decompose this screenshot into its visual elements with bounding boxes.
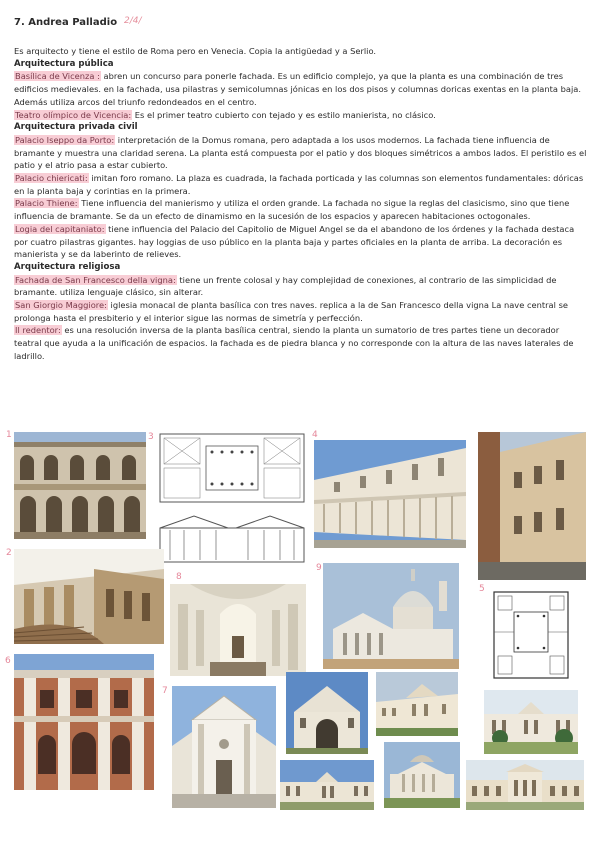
section-heading: Arquitectura privada civil [14,122,138,133]
figure-number: 4 [312,430,318,440]
building-paragraph [14,172,589,197]
san-francesco-vigna-photo [172,686,276,808]
villa-wide-photo [280,760,374,810]
building-description: es una resolución inversa de la planta basílica central, siendo la planta un sumatorio de tres partes tiene un decorador teatral que ayuda a la unificación de espacios. la fachada es de piedra blanca y no corresponde con la altura de las naves laterales de ladrillo. [14,325,574,361]
page-title: 7. Andrea Palladio [14,17,118,28]
building-paragraph [14,274,589,299]
building-paragraph [14,109,589,122]
building-description: imitan foro romano. La plaza es cuadrada, la fachada porticada y las columnas son elementos fundamentales: dóricas en la planta baja y corintias en la primera. [14,173,584,196]
villa-photo [286,672,368,754]
building-name-highlight: Fachada de San Francesco della vigna: [15,274,176,285]
figure-number: 3 [148,432,154,442]
villa-badoer-photo [484,690,578,754]
redentore-church-photo [323,563,459,669]
building-description: abren un concurso para ponerle fachada. Es un edificio complejo, ya que la planta es una combinación de tres edificios medievales. en la fachada, usa pilastras y semicolumnas jónicas en los dos pisos y columnas doricas exentas en la planta baja. Además utiliza arcos del triunfo redondeados en el centro. [14,71,581,107]
palazzo-thiene-photo [478,432,586,580]
section-heading: Arquitectura pública [14,58,114,69]
figure-number: 6 [5,656,11,666]
handwritten-date: 2/4/ [124,16,142,26]
figure-number: 7 [162,686,168,696]
building-paragraph [14,70,589,108]
basilica-vicenza-photo [14,432,146,539]
palace-plan-drawing [156,432,308,565]
notes-body [14,45,589,363]
figure-number: 9 [316,563,322,573]
building-description: Es el primer teatro cubierto con tejado y es estilo manierista, no clásico. [132,109,436,120]
building-name-highlight: San Giorgio Maggiore: [15,300,107,311]
villa-rotonda-photo [384,742,460,808]
building-description: interpretación de la Domus romana, pero adaptada a los usos modernos. La fachada tiene influencia de bramante y muestra una claridad serena. La planta está compuesta por el patio y dos bloques simétricos a ambos lados. El peristilo es el patio y el atrio pasa a estar cubierto. [14,134,587,171]
building-name-highlight: Palacio chiericati: [15,173,88,184]
building-name-highlight: Teatro olímpico de Vicencia: [15,109,132,120]
villa-barbaro-photo [376,672,458,736]
palazzo-chiericati-photo [314,440,466,548]
villa-emo-photo [466,760,584,810]
building-paragraph [14,324,589,362]
teatro-olimpico-photo [14,549,164,644]
villa-plan-drawing [488,584,574,686]
building-description: tiene influencia del Palacio del Capitolio de Miguel Angel se da el abandono de los órdenes y la fachada destaca por cuatro pilastras gigantes. hay loggias de uso público en la planta baja y partes oficiales en la planta de arriba. La decoración es manierista y se da laberinto de relieves. [14,223,575,260]
building-paragraph [14,197,589,222]
figure-number: 2 [6,548,12,558]
building-description: tiene un frente colosal y hay complejidad de conexiones, al contrario de las simplicidad de bramante. utiliza lenguaje clásico, sin alterar. [14,274,557,298]
building-paragraph [14,299,589,324]
intro-paragraph: Es arquitecto y tiene el estilo de Roma pero en Venecia. Copia la antigüedad y a Serlio. [14,46,377,56]
building-paragraph [14,223,589,261]
figure-number: 5 [479,584,485,594]
church-interior-photo [170,584,306,676]
building-name-highlight: Palacio Thiene: [15,198,78,209]
building-name-highlight: Basílica de Vicenza : [15,71,100,82]
figure-number: 1 [6,430,12,440]
figure-number: 8 [176,572,182,582]
building-description: Tiene influencia del manierismo y utiliza el orden grande. La fachada no sigue la reglas del clasicismo, sino que tiene influencia de bramante. Se da un efecto de dinamismo en la sucesión de los espacios y aparecen habitaciones octogonales. [14,198,570,222]
section-heading: Arquitectura religiosa [14,261,121,272]
building-description: iglesia monacal de planta basílica con tres naves. replica a la de San Francesco della vigna La nave central se prolonga hasta el presbiterio y el interior sigue las normas de simetría y perfección. [14,300,568,323]
loggia-capitaniato-photo [14,654,154,790]
building-name-highlight: Il redentor: [15,325,61,336]
building-paragraph [14,134,589,172]
building-name-highlight: Palacio Iseppo da Porto: [15,134,115,145]
building-name-highlight: Logia del capitaniato: [15,223,105,234]
